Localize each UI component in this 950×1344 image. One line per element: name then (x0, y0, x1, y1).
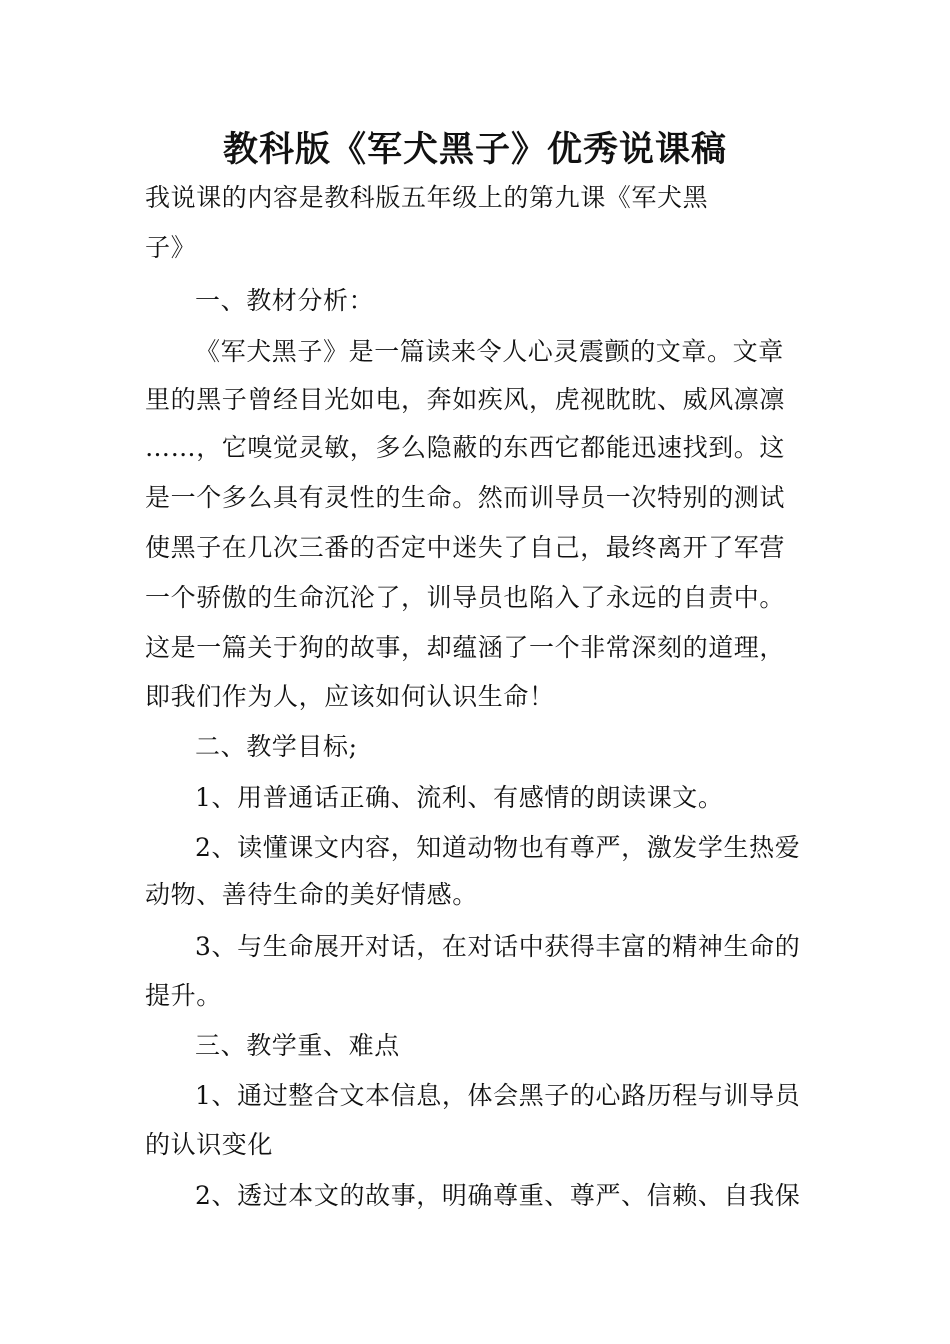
paragraph-line: ……，它嗅觉灵敏，多么隐蔽的东西它都能迅速找到。这 (145, 433, 786, 462)
paragraph-line: 《军犬黑子》是一篇读来令人心灵震颤的文章。文章 (195, 337, 784, 366)
list-item: 2、透过本文的故事，明确尊重、尊严、信赖、自我保 (195, 1181, 801, 1210)
list-item: 1、用普通话正确、流利、有感情的朗读课文。 (195, 783, 724, 812)
list-item-continuation: 动物、善待生命的美好情感。 (145, 880, 478, 909)
list-item: 2、读懂课文内容，知道动物也有尊严，激发学生热爱 (195, 833, 801, 862)
list-item: 1、通过整合文本信息，体会黑子的心路历程与训导员 (195, 1081, 801, 1110)
section-heading: 一、教材分析： (195, 286, 375, 315)
paragraph-line: 这是一篇关于狗的故事，却蕴涵了一个非常深刻的道理， (145, 633, 786, 662)
paragraph-line: 使黑子在几次三番的否定中迷失了自己，最终离开了军营 (145, 533, 786, 562)
section-heading: 二、教学目标; (195, 732, 358, 761)
paragraph-line: 即我们作为人，应该如何认识生命！ (145, 682, 555, 711)
paragraph-line: 一个骄傲的生命沉沦了，训导员也陷入了永远的自责中。 (145, 583, 786, 612)
paragraph-line: 子》 (145, 233, 197, 262)
paragraph-line: 我说课的内容是教科版五年级上的第九课《军犬黑 (145, 183, 709, 212)
section-heading: 三、教学重、难点 (195, 1031, 400, 1060)
list-item-continuation: 提升。 (145, 981, 222, 1010)
list-item-continuation: 的认识变化 (145, 1130, 274, 1159)
paragraph-line: 是一个多么具有灵性的生命。然而训导员一次特别的测试 (145, 483, 786, 512)
paragraph-line: 里的黑子曾经目光如电，奔如疾风，虎视眈眈、威风凛凛 (145, 385, 786, 414)
document-title: 教科版《军犬黑子》优秀说课稿 (222, 130, 727, 170)
list-item: 3、与生命展开对话，在对话中获得丰富的精神生命的 (195, 932, 801, 961)
